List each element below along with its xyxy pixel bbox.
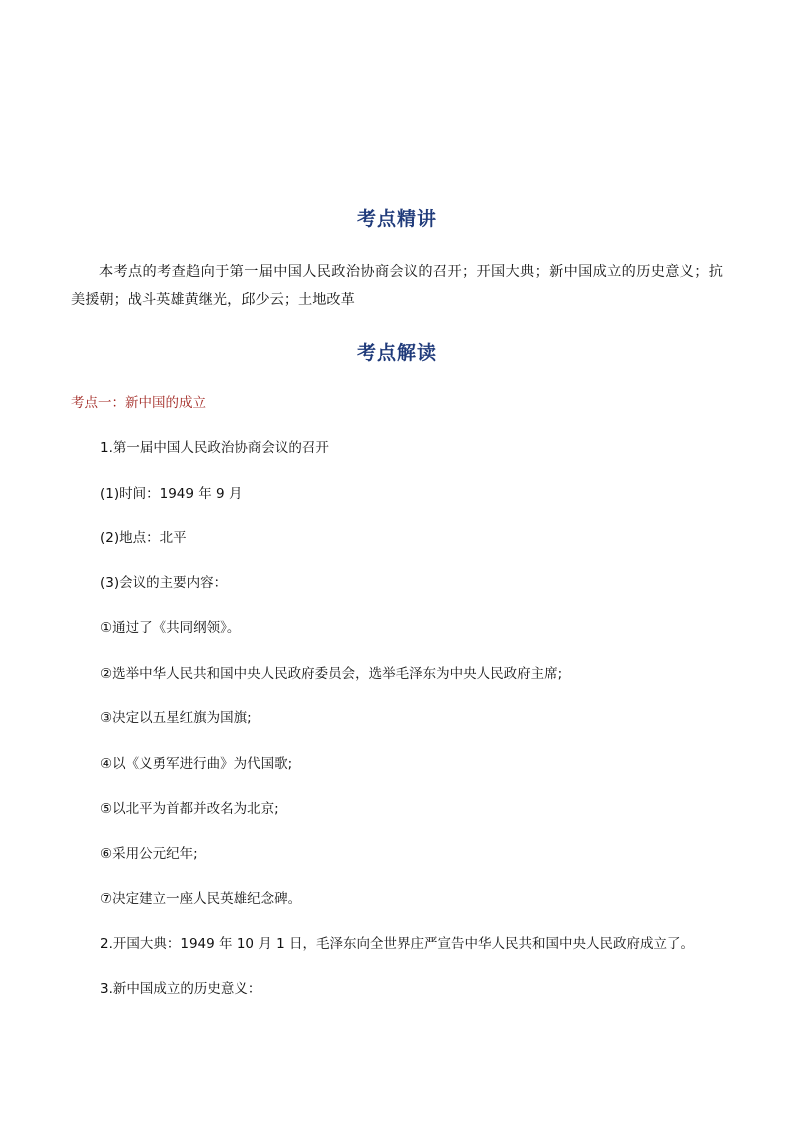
content-line: (3)会议的主要内容：: [100, 575, 228, 591]
content-line: 1.第一届中国人民政治协商会议的召开: [100, 440, 329, 456]
content-line: (1)时间：1949 年 9 月: [100, 486, 243, 502]
content-line: ①通过了《共同纲领》。: [100, 620, 241, 636]
content-line: ④以《义勇军进行曲》为代国歌;: [100, 756, 293, 772]
content-line: ②选举中华人民共和国中央人民政府委员会，选举毛泽东为中央人民政府主席;: [100, 666, 563, 682]
content-line: ③决定以五星红旗为国旗;: [100, 710, 252, 726]
content-line: (2)地点：北平: [100, 530, 187, 546]
topic-label: 考点一：新中国的成立: [71, 395, 206, 411]
intro-paragraph: 本考点的考查趋向于第一届中国人民政治协商会议的召开；开国大典；新中国成立的历史意义；抗美援朝；战斗英雄黄继光，邱少云；土地改革: [71, 264, 723, 308]
content-line: 2.开国大典：1949 年 10 月 1 日，毛泽东向全世界庄严宣告中华人民共和国中央人民政府成立了。: [100, 936, 694, 952]
content-line: 3.新中国成立的历史意义：: [100, 981, 262, 997]
content-line: ⑥采用公元纪年;: [100, 846, 198, 862]
content-line: ⑦决定建立一座人民英雄纪念碑。: [100, 891, 302, 907]
section-heading-interpretation: 考点解读: [356, 342, 437, 364]
content-line: ⑤以北平为首都并改名为北京;: [100, 801, 279, 817]
section-heading-key-points: 考点精讲: [356, 208, 437, 230]
